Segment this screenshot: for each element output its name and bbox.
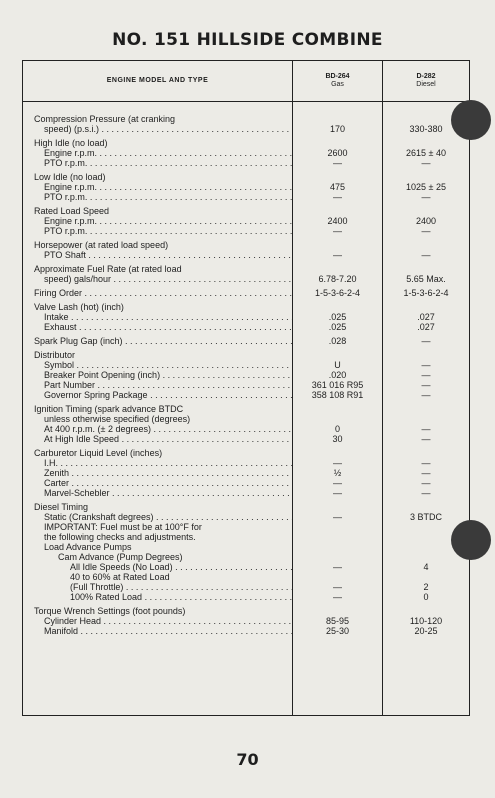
- diesel-value-cell: [383, 262, 470, 286]
- gas-value-cell: [293, 286, 383, 300]
- diesel-value-cell: [383, 348, 470, 402]
- spec-label-line: Engine r.p.m. . . .: [34, 148, 292, 158]
- spec-row: [23, 102, 470, 137]
- spec-label-line: PTO Shaft . . .: [34, 250, 292, 260]
- spec-label-line: unless otherwise specified (degrees): [44, 414, 191, 424]
- spec-value: [293, 302, 382, 312]
- gas-value-cell: [293, 446, 383, 500]
- spec-value: —: [421, 488, 431, 498]
- table-header-row: [23, 61, 470, 102]
- spec-label-line: At High Idle Speed . . .: [34, 434, 292, 444]
- spec-value: —: [421, 390, 431, 400]
- spec-value: .020: [328, 370, 347, 380]
- gas-value-cell: [293, 102, 383, 137]
- spec-label-cell: [23, 170, 293, 204]
- spec-value: 170: [329, 124, 346, 134]
- binder-hole-bottom: [451, 520, 491, 560]
- spec-label-line: Low Idle (no load): [34, 172, 106, 182]
- spec-value: —: [333, 478, 342, 488]
- spec-label-line: 40 to 60% at Rated Load: [70, 572, 170, 582]
- spec-label-line: PTO r.p.m. . . .: [34, 192, 292, 202]
- spec-value: 1-5-3-6-2-4: [403, 288, 449, 298]
- spec-row: [23, 238, 470, 262]
- spec-label-line: At 400 r.p.m. (± 2 degrees) . . .: [34, 424, 292, 434]
- spec-value: 110-120: [409, 616, 443, 626]
- spec-label-line: Cylinder Head . . .: [34, 616, 292, 626]
- spec-value: —: [421, 478, 431, 488]
- spec-value: —: [333, 458, 342, 468]
- header-line: Gas: [331, 81, 344, 88]
- spec-label-line: Firing Order . . .: [34, 288, 292, 298]
- spec-label-cell: [23, 286, 293, 300]
- diesel-value-cell: [383, 300, 470, 334]
- spec-value: 20-25: [414, 626, 438, 636]
- spec-label-line: Distributor: [34, 350, 76, 360]
- spec-value: [293, 572, 382, 582]
- spec-row: [23, 300, 470, 334]
- spec-row: [23, 446, 470, 500]
- spec-value: .028: [328, 336, 347, 346]
- spec-value: [293, 350, 382, 360]
- spec-value: —: [421, 192, 431, 202]
- spec-value: 361 016 R95: [311, 380, 364, 390]
- spec-value: [293, 114, 382, 124]
- spec-label-cell: [23, 500, 293, 604]
- header-diesel-engine: [383, 61, 470, 102]
- spec-label-line: Valve Lash (hot) (inch): [34, 302, 124, 312]
- spec-value: [293, 264, 382, 274]
- spec-value: —: [421, 226, 431, 236]
- spec-value: [293, 172, 382, 182]
- spec-label-line: Breaker Point Opening (inch) . . .: [34, 370, 292, 380]
- spec-value: —: [421, 250, 431, 260]
- spec-value: 1025 ± 25: [406, 182, 446, 192]
- spec-value: [293, 522, 382, 532]
- spec-value: [293, 606, 382, 616]
- spec-row: [23, 136, 470, 170]
- spec-value: —: [421, 434, 431, 444]
- spec-row: [23, 500, 470, 604]
- spec-value: ½: [333, 468, 342, 478]
- spec-value: [293, 240, 382, 250]
- spec-row: [23, 334, 470, 348]
- spec-label-cell: [23, 238, 293, 262]
- spec-value: —: [421, 458, 431, 468]
- gas-value-cell: [293, 300, 383, 334]
- diesel-value-cell: [383, 402, 470, 446]
- spec-value: —: [333, 512, 342, 522]
- gas-value-cell: [293, 204, 383, 238]
- spec-value: [293, 206, 382, 216]
- spec-label-line: Intake . . .: [34, 312, 292, 322]
- spec-value: 0: [423, 592, 429, 602]
- gas-value-cell: [293, 238, 383, 262]
- spec-value: [383, 404, 469, 414]
- spec-value: —: [333, 592, 342, 602]
- spec-row: [23, 604, 470, 716]
- spec-label-line: Spark Plug Gap (inch) . . .: [34, 336, 292, 346]
- spec-value: 2400: [415, 216, 437, 226]
- spec-label-line: Torque Wrench Settings (foot pounds): [34, 606, 186, 616]
- spec-value: —: [333, 488, 342, 498]
- spec-value: —: [421, 336, 431, 346]
- binder-hole-top: [451, 100, 491, 140]
- spec-value: 330-380: [409, 124, 443, 134]
- gas-value-cell: [293, 262, 383, 286]
- spec-label-line: Ignition Timing (spark advance BTDC: [34, 404, 184, 414]
- spec-value: [383, 302, 469, 312]
- spec-label-cell: [23, 604, 293, 716]
- spec-row: [23, 286, 470, 300]
- spec-value: —: [421, 380, 431, 390]
- spec-value: 25-30: [325, 626, 350, 636]
- spec-label-cell: [23, 262, 293, 286]
- spec-label-line: Carburetor Liquid Level (inches): [34, 448, 163, 458]
- spec-value: [383, 448, 469, 458]
- spec-label-line: Cam Advance (Pump Degrees): [58, 552, 183, 562]
- gas-value-cell: [293, 348, 383, 402]
- page-number: 70: [236, 750, 259, 769]
- spec-value: [293, 532, 382, 542]
- spec-label-line: Symbol . . .: [34, 360, 292, 370]
- spec-value: 2615 ± 40: [406, 148, 446, 158]
- spec-label-line: I.H. . . .: [34, 458, 292, 468]
- spec-label-line: Governor Spring Package . . .: [34, 390, 292, 400]
- spec-label-line: Marvel-Schebler . . .: [34, 488, 292, 498]
- header-engine-model-label: ENGINE MODEL AND TYPE: [23, 61, 293, 102]
- spec-value: [293, 138, 382, 148]
- spec-label-line: Zenith . . .: [34, 468, 292, 478]
- page-title: NO. 151 HILLSIDE COMBINE: [112, 30, 383, 50]
- gas-value-cell: [293, 604, 383, 716]
- spec-label-line: IMPORTANT: Fuel must be at 100°F for: [44, 522, 202, 532]
- spec-value: [383, 264, 469, 274]
- spec-label-line: Part Number . . .: [34, 380, 292, 390]
- spec-value: .027: [417, 312, 435, 322]
- spec-row: [23, 204, 470, 238]
- spec-value: 0: [334, 424, 340, 434]
- spec-value: [293, 552, 382, 562]
- spec-label-line: All Idle Speeds (No Load) . . .: [34, 562, 292, 572]
- diesel-value-cell: [383, 204, 470, 238]
- spec-value: [293, 542, 382, 552]
- spec-value: [293, 404, 382, 414]
- spec-value: [383, 502, 469, 512]
- spec-value: .025: [328, 312, 347, 322]
- spec-label-line: Rated Load Speed: [34, 206, 110, 216]
- spec-value: .027: [417, 322, 435, 332]
- spec-row: [23, 262, 470, 286]
- diesel-value-cell: [383, 136, 470, 170]
- diesel-value-cell: [383, 604, 470, 716]
- spec-label-cell: [23, 334, 293, 348]
- spec-value: .025: [328, 322, 347, 332]
- spec-value: [383, 572, 469, 582]
- spec-value: —: [421, 468, 431, 478]
- spec-value: 1-5-3-6-2-4: [314, 288, 361, 298]
- spec-label-cell: [23, 300, 293, 334]
- spec-label-line: Horsepower (at rated load speed): [34, 240, 169, 250]
- header-line: Diesel: [416, 81, 436, 88]
- spec-value: [383, 240, 469, 250]
- spec-value: —: [333, 226, 342, 236]
- spec-label-cell: [23, 446, 293, 500]
- spec-row: [23, 348, 470, 402]
- spec-value: [383, 138, 469, 148]
- spec-row: [23, 402, 470, 446]
- spec-value: —: [333, 192, 342, 202]
- spec-value: 2: [423, 582, 429, 592]
- spec-label-line: Engine r.p.m. . . .: [34, 182, 292, 192]
- spec-value: 475: [329, 182, 346, 192]
- spec-value: [293, 448, 382, 458]
- diesel-value-cell: [383, 170, 470, 204]
- spec-value: [293, 502, 382, 512]
- spec-value: [383, 206, 469, 216]
- spec-value: —: [421, 370, 431, 380]
- diesel-value-cell: [383, 446, 470, 500]
- spec-label-line: Load Advance Pumps: [44, 542, 132, 552]
- spec-label-line: Diesel Timing: [34, 502, 89, 512]
- spec-value: —: [421, 424, 431, 434]
- spec-label-line: High Idle (no load): [34, 138, 108, 148]
- gas-value-cell: [293, 170, 383, 204]
- diesel-value-cell: [383, 286, 470, 300]
- spec-value: 2400: [327, 216, 348, 226]
- spec-label-cell: [23, 102, 293, 137]
- spec-value: 358 108 R91: [311, 390, 364, 400]
- spec-label-line: Approximate Fuel Rate (at rated load: [34, 264, 182, 274]
- spec-value: [383, 414, 469, 424]
- spec-label-cell: [23, 136, 293, 170]
- spec-label-line: PTO r.p.m. . . .: [34, 226, 292, 236]
- spec-label-line: speed) gals/hour . . .: [34, 274, 292, 284]
- spec-table-body: [23, 102, 470, 716]
- spec-label-line: Compression Pressure (at cranking: [34, 114, 176, 124]
- spec-label-cell: [23, 348, 293, 402]
- diesel-value-cell: [383, 334, 470, 348]
- spec-value: 3 BTDC: [409, 512, 442, 522]
- spec-label-line: 100% Rated Load . . .: [34, 592, 292, 602]
- spec-value: —: [333, 250, 342, 260]
- spec-value: [383, 172, 469, 182]
- spec-row: [23, 170, 470, 204]
- header-line: BD-264: [325, 73, 350, 80]
- header-line: D-282: [416, 73, 436, 80]
- spec-value: 5.65 Max.: [406, 274, 446, 284]
- spec-value: —: [333, 158, 342, 168]
- spec-value: [383, 350, 469, 360]
- gas-value-cell: [293, 402, 383, 446]
- spec-value: —: [333, 562, 342, 572]
- spec-value: 4: [423, 562, 429, 572]
- spec-label-line: Exhaust . . .: [34, 322, 292, 332]
- spec-label-line: speed) (p.s.i.) . . .: [34, 124, 292, 134]
- spec-label-cell: [23, 204, 293, 238]
- spec-value: U: [334, 360, 341, 370]
- spec-value: —: [421, 360, 431, 370]
- spec-value: [383, 606, 469, 616]
- spec-label-line: Static (Crankshaft degrees) . . .: [34, 512, 292, 522]
- spec-label-line: Carter . . .: [34, 478, 292, 488]
- spec-label-line: (Full Throttle) . . .: [34, 582, 292, 592]
- spec-label-line: the following checks and adjustments.: [44, 532, 196, 542]
- spec-value: —: [333, 582, 342, 592]
- gas-value-cell: [293, 334, 383, 348]
- diesel-value-cell: [383, 238, 470, 262]
- spec-value: 85-95: [325, 616, 350, 626]
- spec-value: 30: [332, 434, 343, 444]
- gas-value-cell: [293, 136, 383, 170]
- spec-value: 6.78-7.20: [318, 274, 357, 284]
- spec-label-line: Manifold . . .: [34, 626, 292, 636]
- gas-value-cell: [293, 500, 383, 604]
- spec-label-line: Engine r.p.m. . . .: [34, 216, 292, 226]
- spec-value: [293, 414, 382, 424]
- engine-spec-table: [22, 60, 470, 716]
- spec-value: 2600: [327, 148, 348, 158]
- spec-label-line: PTO r.p.m. . . .: [34, 158, 292, 168]
- header-gas-engine: [293, 61, 383, 102]
- spec-value: —: [421, 158, 431, 168]
- spec-label-cell: [23, 402, 293, 446]
